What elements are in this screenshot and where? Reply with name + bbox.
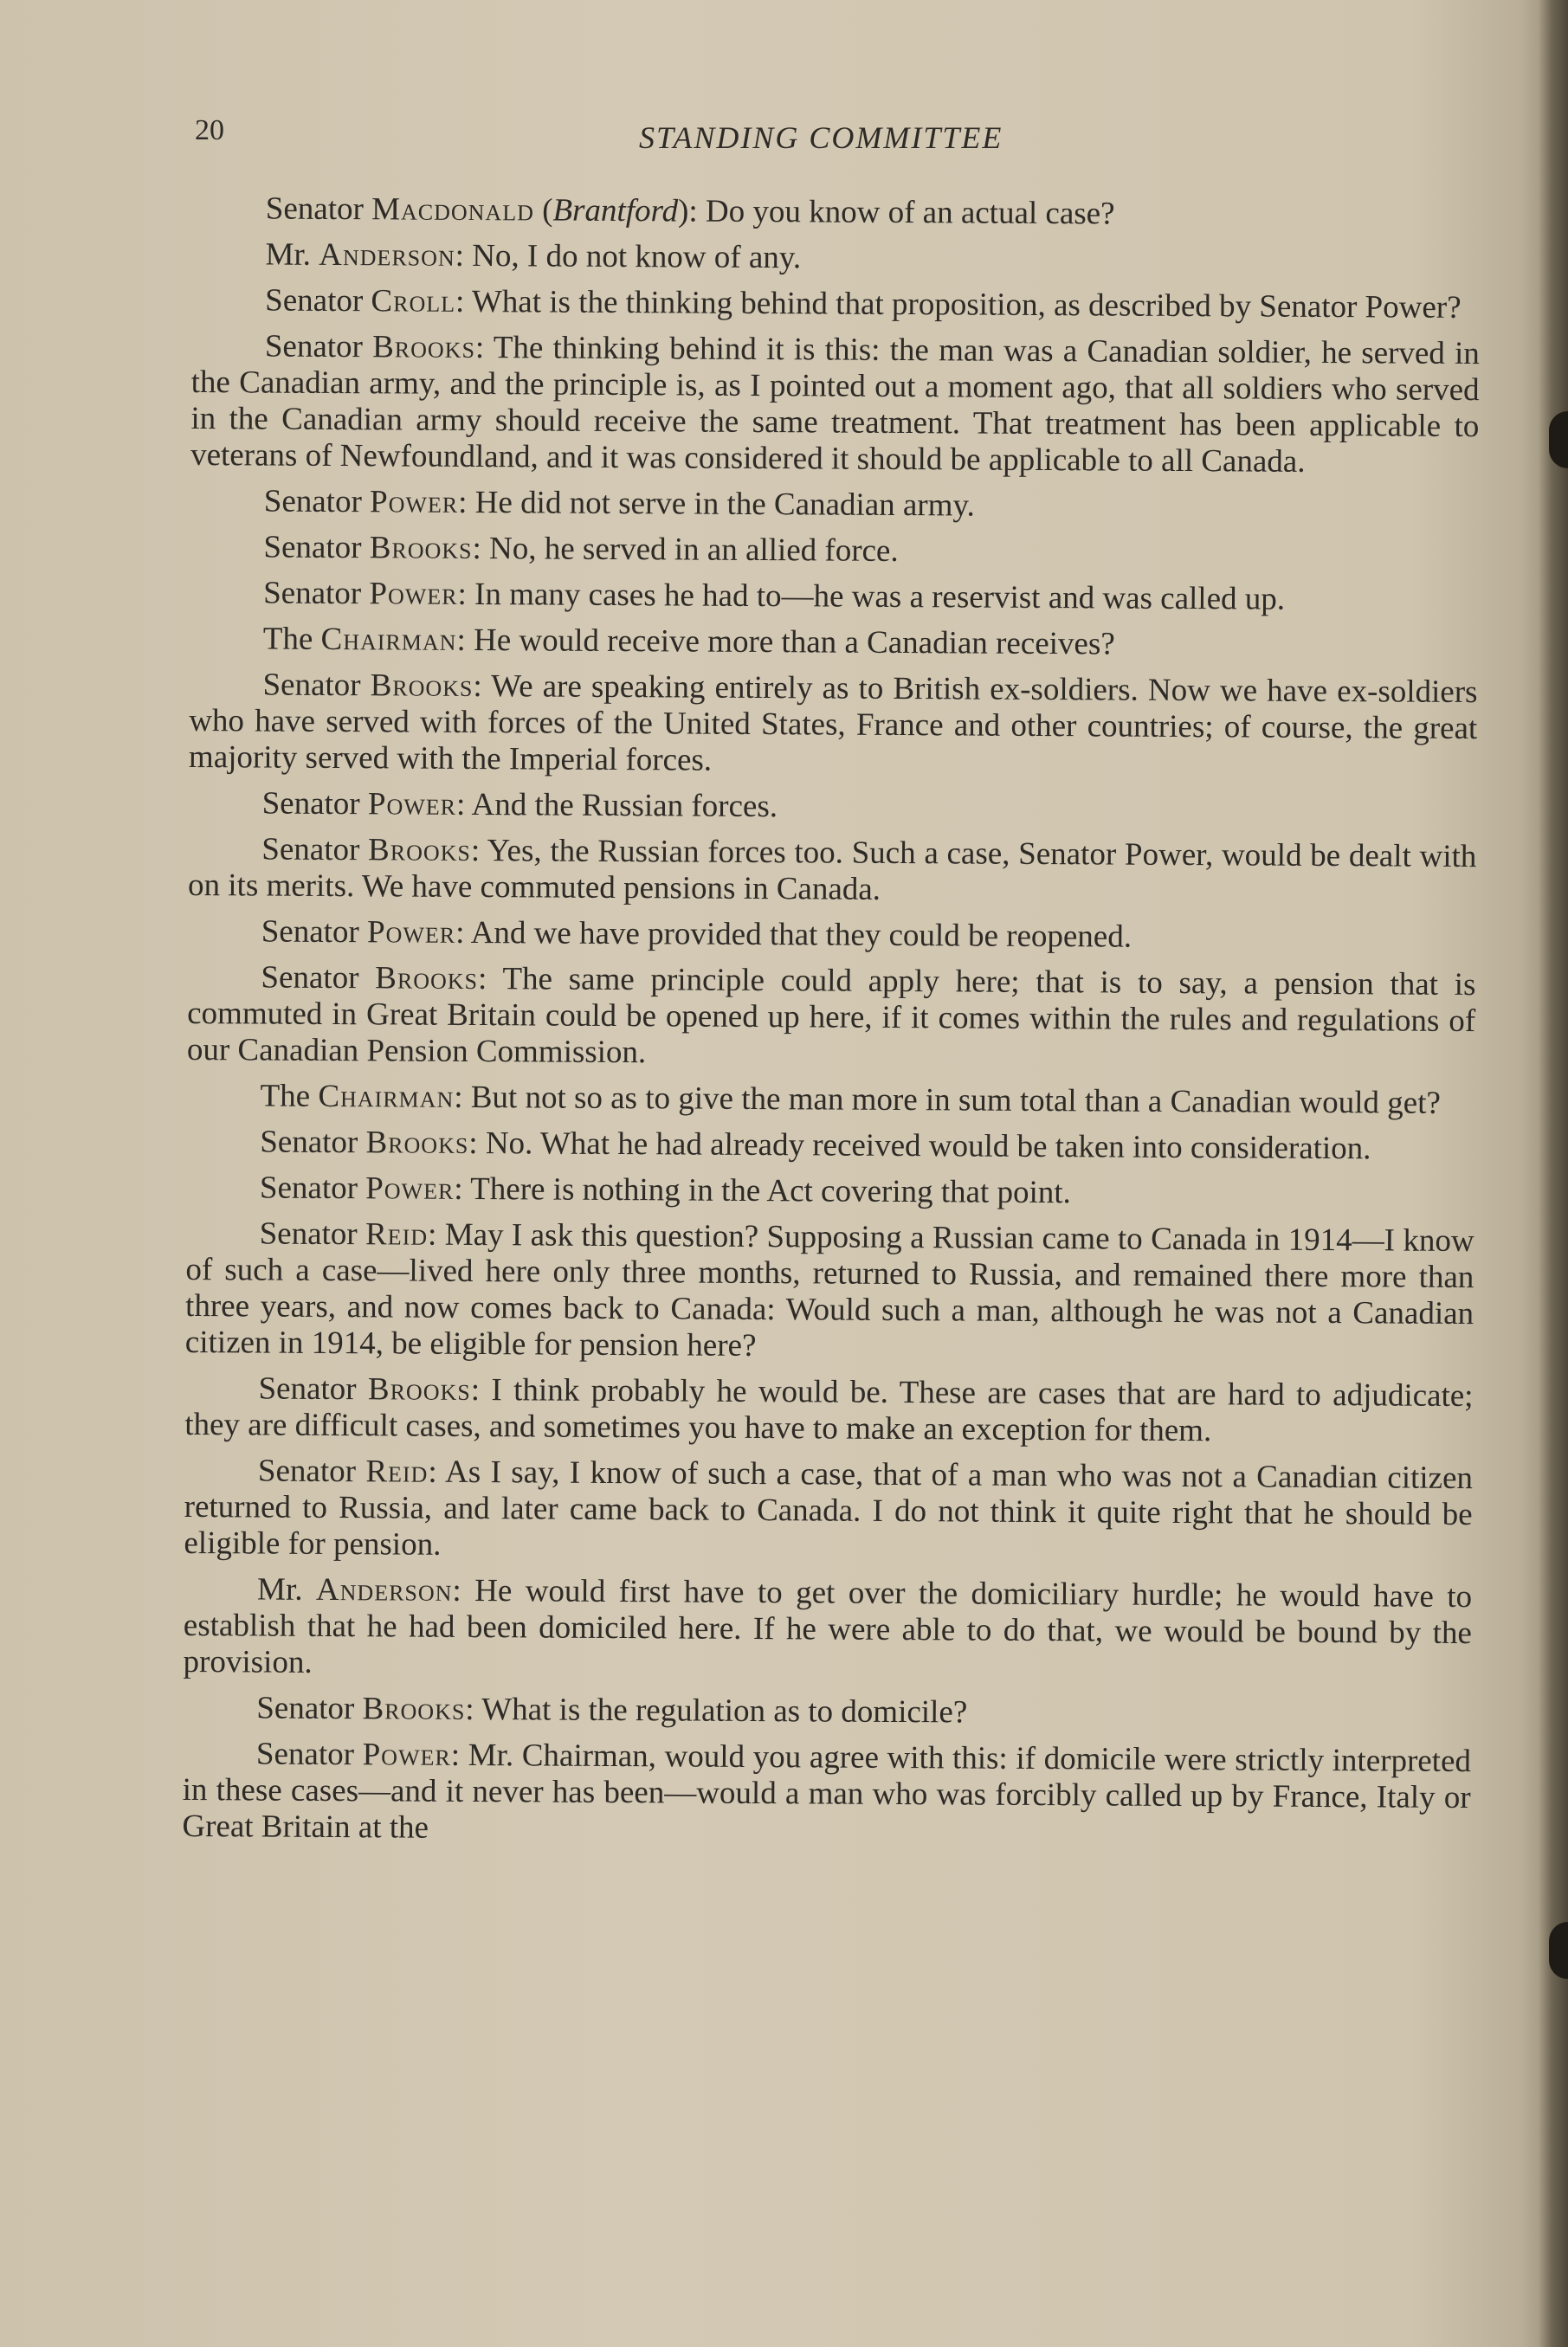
transcript-paragraph: Senator Reid: May I ask this question? Supposing a Russian came to Canada in 1914—I know of such a case—lived here only three months, returned to Russia, and remained there more than three years, and now comes back to Canada: Would such a man, although he was not a Canadian citizen in 1914, be eligible for pension here?: [184, 1215, 1474, 1364]
speaker-title: Senator: [255, 1736, 355, 1773]
speaker-title: Senator: [258, 1370, 357, 1408]
speech-text: There is nothing in the Act covering that point.: [470, 1170, 1071, 1211]
transcript-paragraph: Senator Power: There is nothing in the Act covering that point.: [259, 1170, 1071, 1211]
speaker-title: Senator: [261, 913, 359, 951]
speech-text: What is the thinking behind that proposition, as described by Senator Power?: [471, 283, 1462, 326]
transcript-paragraph: Senator Power: He did not serve in the Canadian army.: [263, 483, 975, 524]
speaker-title: Senator: [259, 1170, 358, 1207]
speaker-title: Senator: [263, 483, 362, 520]
transcript-paragraph: The Chairman: But not so as to give the man more in sum total than a Canadian would get?: [260, 1078, 1442, 1121]
speaker-name: Brooks: [365, 1125, 469, 1161]
transcript-body: [182, 190, 1481, 1862]
speech-text: As I say, I know of such a case, that of a man who was not a Canadian citizen returned to Russia, and later came back to Canada. I do not think it quite right that he should be eligible for pension.: [184, 1454, 1474, 1563]
speaker-name: Brooks: [370, 667, 474, 704]
speaker-name: Power: [365, 1170, 455, 1207]
transcript-paragraph: Senator Macdonald (Brantford): Do you know of an actual case?: [265, 190, 1115, 232]
speech-text: He did not serve in the Canadian army.: [474, 485, 975, 524]
page-binding-edge: [1539, 0, 1568, 2347]
speech-text: In many cases he had to—he was a reservist and was called up.: [474, 577, 1286, 617]
speech-text: No, he served in an allied force.: [488, 531, 899, 569]
transcript-paragraph: Mr. Anderson: No, I do not know of any.: [265, 236, 802, 276]
transcript-paragraph: Senator Brooks: The thinking behind it is this: the man was a Canadian soldier, he served in the Canadian army, and the principle is, as I pointed out a moment ago, that all soldiers who served in the Canadian army should receive the same treatment. That treatment has been applicable to veterans of Newfoundland, and it was considered it should be applicable to all Canada.: [190, 328, 1481, 480]
speech-text: Mr. Chairman, would you agree with this: if domicile were strictly interpreted in these cases—and it never has been—would a man who was forcibly called up by France, Italy or Great Britain at the: [182, 1737, 1472, 1846]
speaker-title: Senator: [256, 1690, 355, 1727]
speaker-title: Senator: [263, 529, 362, 566]
speaker-title: Senator: [261, 831, 360, 868]
speech-text: The thinking behind it is this: the man was a Canadian soldier, he served in the Canadian army, and the principle is, as I pointed out a moment ago, that all soldiers who served in the Canadian army should receive the same treatment. That treatment has been applicable to veterans of Newfoundland, and it was considered it should be applicable to all Canada.: [190, 330, 1481, 480]
binding-hole-lower: [1549, 1922, 1568, 1979]
speaker-name: Power: [362, 1737, 451, 1773]
speaker-name: Chairman: [320, 621, 457, 658]
speaker-name: Brooks: [372, 329, 476, 366]
speech-text: But not so as to give the man more in sum total than a Canadian would get?: [470, 1079, 1442, 1121]
speaker-constituency: Brantford: [552, 192, 679, 229]
speech-text: We are speaking entirely as to British ex-soldiers. Now we have ex-soldiers who have served with forces of the United States, France and other countries; of course, the great majority served with the Imperial forces.: [188, 668, 1478, 778]
speaker-title: Mr.: [265, 236, 312, 273]
speaker-name: Reid: [365, 1454, 429, 1490]
speaker-name: Power: [369, 576, 458, 612]
speaker-title: Senator: [262, 667, 361, 704]
speaker-name: Croll: [371, 283, 456, 319]
transcript-paragraph: Senator Power: And the Russian forces.: [261, 785, 778, 825]
speaker-name: Anderson: [315, 1571, 453, 1609]
speaker-title: Mr.: [257, 1571, 303, 1608]
speech-text: The same principle could apply here; that is to say, a pension that is commuted in Great Britain could be opened up here, if it comes within the rules and regulations of our Canadian Pension Commission.: [186, 961, 1476, 1071]
speech-text: Yes, the Russian forces too. Such a case, Senator Power, would be dealt with on its merits. We have commuted pensions in Canada.: [187, 833, 1477, 907]
speaker-title: Senator: [265, 282, 364, 319]
speech-text: What is the regulation as to domicile?: [481, 1692, 968, 1731]
speech-text: May I ask this question? Supposing a Russian came to Canada in 1914—I know of such a case—lived here only three months, returned to Russia, and remained there more than three years, and now comes back to Canada: Would such a man, although he was not a Canadian citizen in 1914, be eligible for pension here?: [184, 1216, 1474, 1364]
speaker-name: Brooks: [375, 960, 479, 997]
speaker-title: Senator: [264, 328, 364, 365]
transcript-paragraph: Senator Power: And we have provided that they could be reopened.: [261, 913, 1132, 955]
speech-text: No. What he had already received would be taken into consideration.: [485, 1125, 1371, 1167]
speaker-title: Senator: [257, 1453, 357, 1490]
transcript-paragraph: Senator Power: Mr. Chairman, would you agree with this: if domicile were strictly interpreted in these cases—and it never has been—would a man who was forcibly called up by France, Italy or Great Britain at the: [182, 1736, 1472, 1846]
speaker-name: Anderson: [319, 236, 455, 274]
speech-text: I think probably he would be. These are cases that are hard to adjudicate; they are difficult cases, and sometimes you have to make an exception for them.: [184, 1372, 1474, 1449]
transcript-paragraph: Senator Brooks: I think probably he would be. These are cases that are hard to adjudicate; they are difficult cases, and sometimes you have to make an exception for them.: [184, 1370, 1474, 1449]
page-number: 20: [195, 114, 224, 146]
transcript-paragraph: Senator Croll: What is the thinking behind that proposition, as described by Senator Power?: [265, 282, 1462, 326]
transcript-paragraph: The Chairman: He would receive more than a Canadian receives?: [262, 621, 1115, 662]
transcript-paragraph: Senator Brooks: No, he served in an allied force.: [263, 529, 899, 569]
speaker-name: Power: [367, 786, 457, 822]
speaker-name: Power: [366, 914, 456, 951]
speaker-name: Brooks: [368, 832, 472, 868]
speaker-title: Senator: [259, 1215, 358, 1253]
speech-text: He would first have to get over the domiciliary hurdle; he would have to establish that he had been domiciled here. If he were able to do that, we would be bound by the provision.: [183, 1573, 1473, 1680]
speaker-title: Senator: [260, 1124, 358, 1161]
transcript-paragraph: Senator Brooks: No. What he had already received would be taken into consideration.: [260, 1124, 1371, 1167]
speech-text: Do you know of an actual case?: [705, 193, 1115, 232]
speaker-name: Brooks: [367, 1371, 471, 1408]
speaker-name: Brooks: [369, 530, 473, 566]
running-title: STANDING COMMITTEE: [639, 120, 1003, 155]
speaker-title: The: [260, 1078, 311, 1114]
speaker-title: Senator: [261, 785, 360, 822]
binding-hole-upper: [1549, 411, 1568, 468]
transcript-paragraph: Senator Brooks: The same principle could apply here; that is to say, a pension that is commuted in Great Britain could be opened up here, if it comes within the rules and regulations of our Canadian Pension Commission.: [186, 959, 1476, 1071]
speaker-name: Power: [369, 484, 459, 520]
transcript-paragraph: Mr. Anderson: He would first have to get over the domiciliary hurdle; he would have to establish that he had been domiciled here. If he were able to do that, we would be bound by the provision.: [183, 1571, 1473, 1680]
speaker-name: Reid: [365, 1216, 429, 1253]
speaker-name: Chairman: [318, 1078, 455, 1115]
transcript-paragraph: Senator Brooks: What is the regulation as to domicile?: [256, 1690, 968, 1731]
speaker-name: Brooks: [362, 1691, 466, 1727]
speaker-title: Senator: [263, 575, 362, 612]
transcript-paragraph: Senator Reid: As I say, I know of such a case, that of a man who was not a Canadian citizen returned to Russia, and later came back to Canada. I do not think it quite right that he should be eligible for pension.: [184, 1453, 1474, 1563]
speech-text: He would receive more than a Canadian receives?: [473, 622, 1115, 662]
speaker-title: Senator: [261, 959, 359, 996]
speech-text: And we have provided that they could be reopened.: [470, 914, 1132, 955]
transcript-paragraph: Senator Brooks: Yes, the Russian forces too. Such a case, Senator Power, would be dealt with on its merits. We have commuted pensions in Canada.: [187, 831, 1477, 907]
transcript-paragraph: Senator Brooks: We are speaking entirely as to British ex-soldiers. Now we have ex-soldiers who have served with forces of the United States, France and other countries; of course, the great majority served with the Imperial forces.: [188, 667, 1478, 778]
transcript-paragraph: Senator Power: In many cases he had to—he was a reservist and was called up.: [263, 575, 1286, 617]
speech-text: No, I do not know of any.: [472, 237, 802, 276]
speaker-title: The: [262, 621, 313, 657]
speech-text: And the Russian forces.: [471, 786, 778, 825]
speaker-name: Macdonald: [371, 191, 535, 229]
speaker-title: Senator: [265, 190, 365, 228]
